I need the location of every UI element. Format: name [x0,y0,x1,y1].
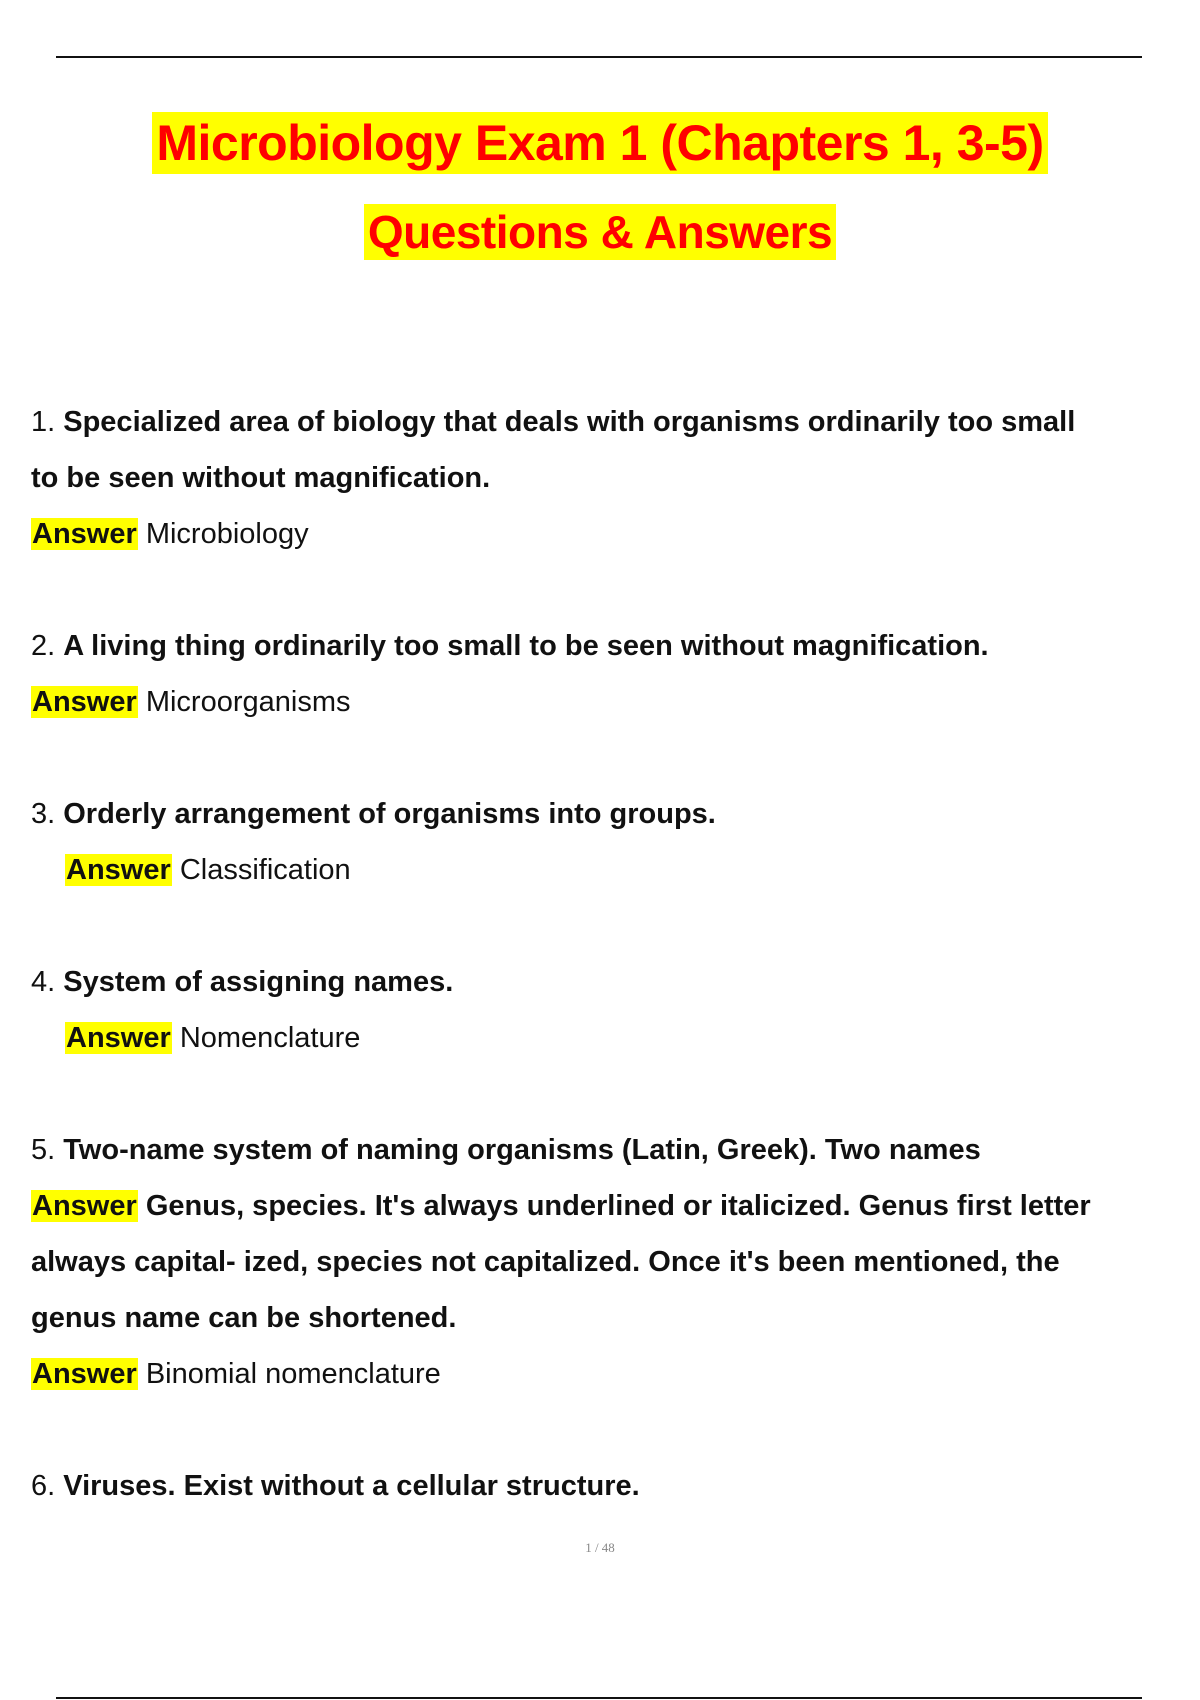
question-text: Specialized area of biology that deals with organisms ordinarily too small [63,406,1076,438]
question-number: 1. [31,406,56,438]
answer-label: Answer [32,518,137,550]
question-text: Orderly arrangement of organisms into groups. [63,798,716,830]
question-number: 2. [31,630,56,662]
top-rule [56,56,1142,58]
answer-text: Classification [179,854,351,886]
qa-item-5 [31,1122,1199,1402]
document-subtitle: Questions & Answers [364,204,836,260]
question-text: Viruses. Exist without a cellular structure. [63,1470,640,1502]
question-text: A living thing ordinarily too small to be seen without magnification. [63,630,989,662]
qa-item-4 [31,954,1199,1066]
qa-list [31,394,1199,1514]
answer-text: Microbiology [145,518,309,550]
question-text-continued: genus name can be shortened. [31,1302,457,1334]
title-block [0,112,1200,260]
page-indicator: 1 / 48 [585,1540,615,1555]
answer-label: Answer [32,686,137,718]
answer-text: Microorganisms [145,686,351,718]
qa-item-3 [31,786,1199,898]
answer-label: Answer [66,1022,171,1054]
bottom-rule [56,1697,1142,1699]
question-number: 5. [31,1134,56,1166]
question-number: 3. [31,798,56,830]
question-text: System of assigning names. [63,966,454,998]
qa-item-1 [31,394,1199,562]
answer-label-inline: Answer [32,1190,137,1222]
answer-label: Answer [66,854,171,886]
question-number: 4. [31,966,56,998]
answer-text: Binomial nomenclature [145,1358,441,1390]
question-text-continued: to be seen without magnification. [31,462,491,494]
answer-label: Answer [32,1358,137,1390]
question-number: 6. [31,1470,56,1502]
qa-item-2 [31,618,1199,730]
question-text-continued: always capital- ized, species not capitalized. Once it's been mentioned, the [31,1246,1060,1278]
question-text: Two-name system of naming organisms (Latin, Greek). Two names [63,1134,981,1166]
qa-item-6 [31,1458,1199,1514]
question-text-continued: Genus, species. It's always underlined or italicized. Genus first letter [145,1190,1091,1222]
document-title: Microbiology Exam 1 (Chapters 1, 3-5) [152,112,1047,174]
answer-text: Nomenclature [179,1022,361,1054]
